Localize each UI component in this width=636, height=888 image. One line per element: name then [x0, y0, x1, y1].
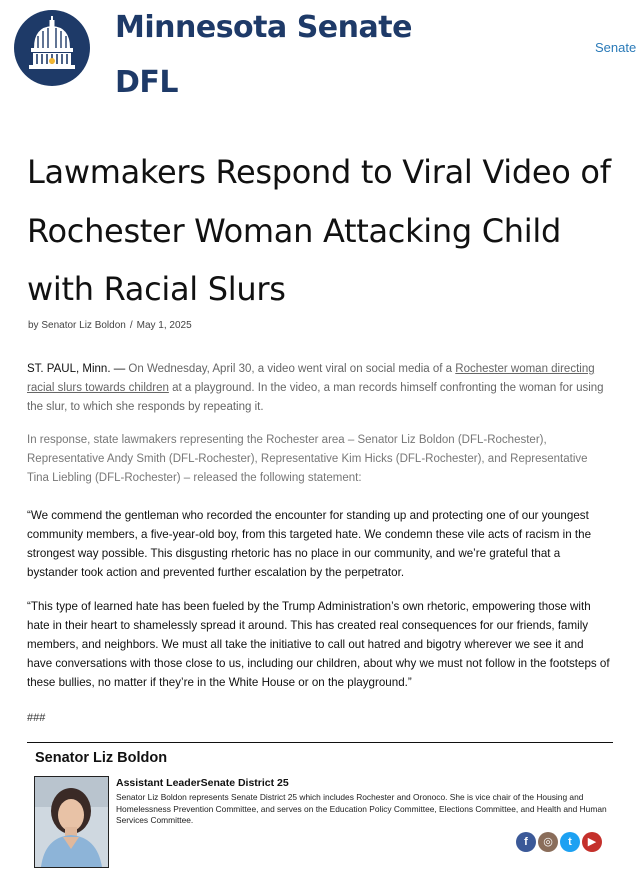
dateline: ST. PAUL, Minn. —	[27, 363, 126, 375]
facebook-icon[interactable]: f	[516, 832, 536, 852]
byline	[28, 320, 192, 331]
capitol-logo-icon[interactable]	[14, 10, 90, 86]
paragraph-1	[27, 360, 611, 417]
end-mark: ###	[27, 712, 46, 724]
author-role: Assistant LeaderSenate District 25	[116, 777, 289, 789]
site-title-line2[interactable]: DFL	[115, 65, 179, 100]
author-box	[27, 742, 613, 883]
instagram-icon[interactable]: ◎	[538, 832, 558, 852]
byline-date: May 1, 2025	[136, 320, 192, 331]
paragraph-1-text-b: at a playground. In the video, a man records himself confronting the woman for using the slur, to which she responds by repeating it.	[27, 382, 604, 413]
byline-author[interactable]: by Senator Liz Boldon	[28, 320, 126, 331]
video-link[interactable]: Rochester woman directing racial slurs towards children	[27, 363, 595, 394]
author-bio: Senator Liz Boldon represents Senate District 25 which includes Rochester and Oronoco. She is vice chair of the Housing and Homelessness Prevention Committee, and serves on the Education Policy Committee, Elections Committee, and Health and Human Services Committee.	[116, 792, 607, 826]
paragraph-2: In response, state lawmakers representing the Rochester area – Senator Liz Boldon (DFL-Rochester), Representative Andy Smith (DFL-Rochester), Representative Kim Hicks (DFL-Rochester), and Representative Tina Liebling (DFL-Rochester) – released the following statement:	[27, 434, 588, 484]
author-name: Senator Liz Boldon	[35, 750, 168, 766]
site-title-line1[interactable]: Minnesota Senate	[115, 10, 412, 45]
site-title[interactable]	[115, 0, 412, 110]
youtube-icon[interactable]: ▶	[582, 832, 602, 852]
article-title: Lawmakers Respond to Viral Video of Rochester Woman Attacking Child with Racial Slurs	[27, 153, 611, 308]
nav-link-senate[interactable]: Senate	[595, 40, 636, 55]
paragraph-1-text-a: On Wednesday, April 30, a video went viral on social media of a	[125, 363, 456, 375]
twitter-icon[interactable]: t	[560, 832, 580, 852]
paragraph-4: “This type of learned hate has been fueled by the Trump Administration’s own rhetoric, empowering those with hate in their heart to shamelessly spread it around. This has created real consequences for our friends, family members, and neighbors. We must all take the initiative to call out hatred and bigotry wherever we see it and have conversations with those close to us, including our children, about why we must not follow in the footsteps of these bullies, no matter if they’re in the White House or on the playground.”	[27, 600, 610, 689]
paragraph-3: “We commend the gentleman who recorded the encounter for standing up and protecting one of our youngest community members, a five-year-old boy, from this targeted hate. We condemn these vile acts of racism in the strongest way possible. This disgusting rhetoric has no place in our community, and we’re grateful that a bystander took action and prevented further escalation by the perpetrator.	[27, 509, 592, 579]
author-photo	[34, 776, 109, 868]
site-header	[0, 0, 636, 100]
byline-separator: /	[129, 320, 133, 331]
